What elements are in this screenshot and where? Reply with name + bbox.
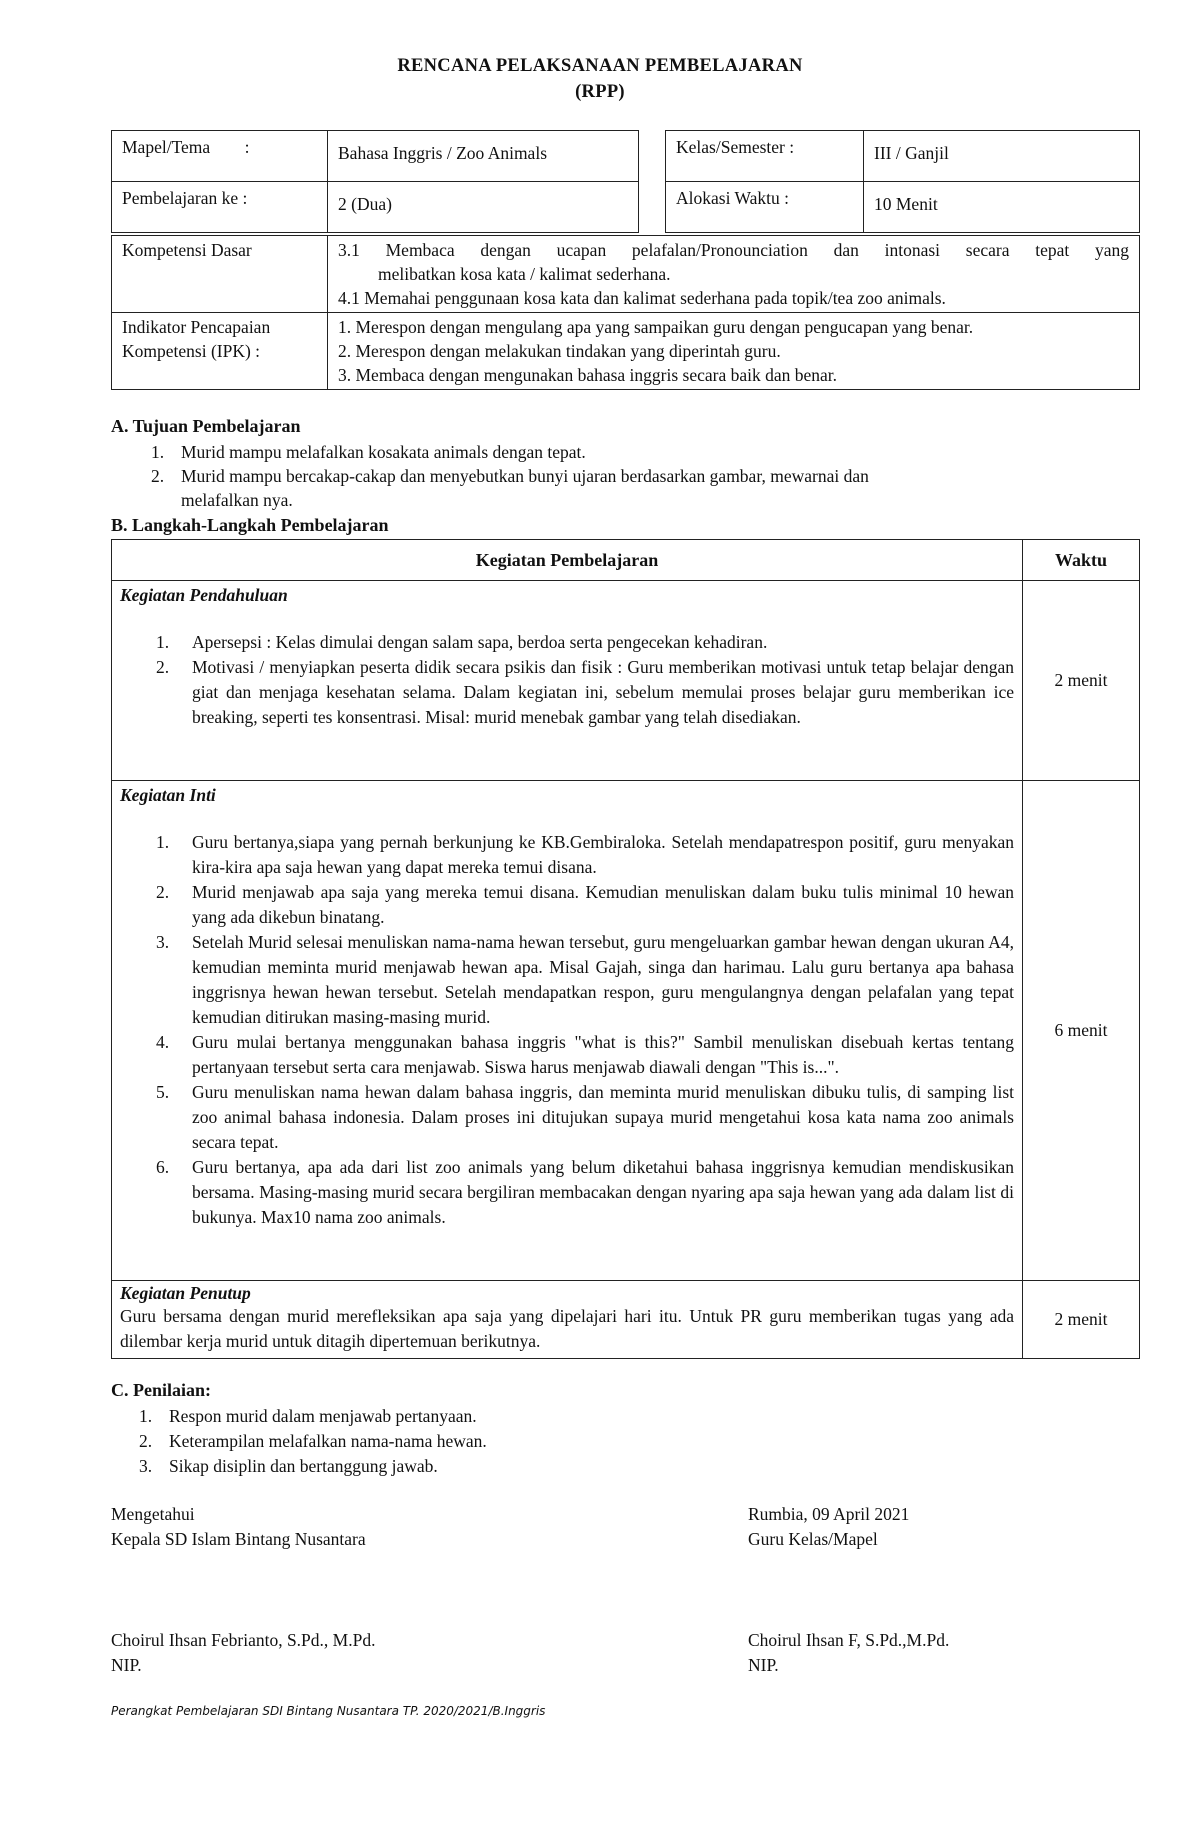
- list-item: [120, 630, 1014, 655]
- penilaian-heading: C. Penilaian:: [111, 1380, 212, 1400]
- signature-left: [111, 1502, 366, 1552]
- item-number: 3.: [156, 932, 170, 952]
- sig-right-name: Choirul Ihsan F, S.Pd.,M.Pd.: [748, 1630, 950, 1650]
- kd-label: Kompetensi Dasar: [112, 236, 328, 313]
- list-item: [111, 1454, 1011, 1479]
- penutup-time: 2 menit: [1023, 1281, 1140, 1359]
- item-text: Apersepsi : Kelas dimulai dengan salam sapa, berdoa serta pengecekan kehadiran.: [192, 632, 768, 652]
- ipk-item-2: 2. Merespon dengan melakukan tindakan yang diperintah guru.: [338, 341, 781, 361]
- sig-right-2: Guru Kelas/Mapel: [748, 1529, 878, 1549]
- list-item: [111, 464, 1140, 488]
- ipk-item-3: 3. Membaca dengan mengunakan bahasa inggris secara baik dan benar.: [338, 365, 838, 385]
- tujuan-list: [111, 440, 1140, 512]
- item-text: Setelah Murid selesai menuliskan nama-nama hewan tersebut, guru mengeluarkan gambar hewan dengan ukuran A4, kemudian meminta murid menjawab hewan apa. Misal Gajah, singa dan harimau. Lalu guru bertanya apa bahasa inggrisnya hewan hewan tersebut. Setelah mendapatkan respon, guru mengulangnya dengan pelafalan yang tepat kemudian ditirukan masing-masing murid.: [192, 932, 1014, 1027]
- mapel-label-cell: [112, 131, 328, 182]
- mapel-colon: :: [244, 137, 250, 157]
- list-item: [120, 830, 1014, 880]
- page-footer: Perangkat Pembelajaran SDI Bintang Nusantara TP. 2020/2021/B.Inggris: [111, 1704, 546, 1718]
- list-item: [111, 488, 1140, 512]
- kelas-value: III / Ganjil: [864, 131, 1140, 182]
- langkah-heading: B. Langkah-Langkah Pembelajaran: [111, 515, 389, 535]
- inti-cell: [112, 781, 1023, 1281]
- col-kegiatan-header: Kegiatan Pembelajaran: [112, 540, 1023, 581]
- pembelajaran-value: 2 (Dua): [328, 182, 639, 233]
- list-item: [120, 880, 1014, 930]
- list-item: [120, 655, 1014, 730]
- inti-list: [120, 830, 1014, 1230]
- sig-left-nip: NIP.: [111, 1655, 142, 1675]
- penutup-cell: [112, 1281, 1023, 1359]
- pembelajaran-label: Pembelajaran ke :: [112, 182, 328, 233]
- mapel-value: Bahasa Inggris / Zoo Animals: [328, 131, 639, 182]
- ipk-label-cell: [112, 313, 328, 390]
- item-text: Guru mulai bertanya menggunakan bahasa inggris "what is this?" Sambil menuliskan disebuah kertas tentang pertanyaan tersebut serta cara menjawab. Siswa harus menjawab diawali dengan "This is...".: [192, 1032, 1014, 1077]
- list-item: [111, 1404, 1011, 1429]
- signature-left-name: [111, 1628, 375, 1678]
- item-text: Guru bertanya, apa ada dari list zoo animals yang belum diketahui bahasa inggrisnya kemudian mendiskusikan bersama. Masing-masing murid secara bergiliran membacakan dengan nyaring apa saja hewan yang ada dalam list di bukunya. Max10 nama zoo animals.: [192, 1157, 1014, 1227]
- item-number: 1.: [156, 832, 170, 852]
- kd-content: [328, 236, 1140, 313]
- item-number: 2.: [139, 1431, 153, 1451]
- item-number: 2.: [156, 657, 170, 677]
- sig-left-name: Choirul Ihsan Febrianto, S.Pd., M.Pd.: [111, 1630, 376, 1650]
- item-text: Keterampilan melafalkan nama-nama hewan.: [169, 1431, 487, 1451]
- mapel-label: Mapel/Tema: [122, 137, 211, 157]
- penutup-text: Guru bersama dengan murid merefleksikan apa saja yang dipelajari hari itu. Untuk PR guru memberikan tugas yang ada dilembar kerja murid untuk ditagih dipertemuan berikutnya.: [120, 1306, 1014, 1351]
- ipk-label-2: Kompetensi (IPK) :: [122, 341, 261, 361]
- list-item: [120, 1030, 1014, 1080]
- sig-left-1: Mengetahui: [111, 1504, 195, 1524]
- item-text: Murid mampu melafalkan kosakata animals dengan tepat.: [181, 442, 586, 462]
- signature-right-name: [748, 1628, 949, 1678]
- item-text: melafalkan nya.: [181, 490, 293, 510]
- item-text: Murid menjawab apa saja yang mereka temui disana. Kemudian menuliskan dalam buku tulis minimal 10 hewan yang ada dikebun binatang.: [192, 882, 1014, 927]
- list-item: [120, 1080, 1014, 1155]
- pendahuluan-cell: [112, 581, 1023, 781]
- item-text: Murid mampu bercakap-cakap dan menyebutkan bunyi ujaran berdasarkan gambar, mewarnai dan: [181, 466, 869, 486]
- tujuan-heading: A. Tujuan Pembelajaran: [111, 416, 301, 436]
- header-right-table: [665, 130, 1140, 233]
- item-number: 5.: [156, 1082, 170, 1102]
- pendahuluan-title: Kegiatan Pendahuluan: [120, 585, 288, 605]
- alokasi-label: Alokasi Waktu :: [666, 182, 864, 233]
- signature-right: [748, 1502, 909, 1552]
- kd-item-1: 3.1 Membaca dengan ucapan pelafalan/Pronounciation dan intonasi secara tepat yang: [338, 240, 1129, 260]
- list-item: [120, 930, 1014, 1030]
- item-number: 4.: [156, 1032, 170, 1052]
- alokasi-value: 10 Menit: [864, 182, 1140, 233]
- ipk-label-1: Indikator Pencapaian: [122, 317, 271, 337]
- item-text: Motivasi / menyiapkan peserta didik secara psikis dan fisik : Guru memberikan motivasi untuk tetap belajar dengan giat dan menjaga kesehatan selama. Dalam kegiatan ini, sebelum memulai proses belajar guru memberikan ice breaking, seperti tes konsentrasi. Misal: murid menebak gambar yang telah disediakan.: [192, 657, 1014, 727]
- doc-title: RENCANA PELAKSANAAN PEMBELAJARAN: [397, 56, 803, 76]
- kd-item-1-cont: melibatkan kosa kata / kalimat sederhana.: [378, 264, 671, 284]
- penilaian-list: [111, 1404, 1011, 1479]
- list-item: [111, 1429, 1011, 1454]
- item-number: 3.: [139, 1456, 153, 1476]
- list-item: [111, 440, 1140, 464]
- pendahuluan-list: [120, 630, 1014, 730]
- item-number: 2.: [151, 466, 165, 486]
- doc-subtitle: (RPP): [575, 82, 625, 102]
- inti-time: 6 menit: [1023, 781, 1140, 1281]
- item-text: Guru bertanya,siapa yang pernah berkunjung ke KB.Gembiraloka. Setelah mendapatrespon positif, guru menyakan kira-kira apa saja hewan yang dapat mereka temui disana.: [192, 832, 1014, 877]
- sig-right-nip: NIP.: [748, 1655, 779, 1675]
- item-number: 1.: [151, 442, 165, 462]
- item-number: 1.: [139, 1406, 153, 1426]
- list-item: [120, 1155, 1014, 1230]
- pendahuluan-time: 2 menit: [1023, 581, 1140, 781]
- item-text: Guru menuliskan nama hewan dalam bahasa inggris, dan meminta murid menuliskan dibuku tulis, di samping list zoo animal bahasa indonesia. Dalam proses ini ditujukan supaya murid mengetahui kosa kata nama zoo animals secara tepat.: [192, 1082, 1014, 1152]
- sig-right-1: Rumbia, 09 April 2021: [748, 1504, 910, 1524]
- item-number: 2.: [156, 882, 170, 902]
- col-waktu-header: Waktu: [1023, 540, 1140, 581]
- ipk-content: [328, 313, 1140, 390]
- item-number: 6.: [156, 1157, 170, 1177]
- kd-item-2: 4.1 Memahai penggunaan kosa kata dan kalimat sederhana pada topik/tea zoo animals.: [338, 288, 946, 308]
- langkah-table: [111, 539, 1140, 1359]
- item-number: 1.: [156, 632, 170, 652]
- item-text: Respon murid dalam menjawab pertanyaan.: [169, 1406, 477, 1426]
- inti-title: Kegiatan Inti: [120, 785, 216, 805]
- ipk-item-1: 1. Merespon dengan mengulang apa yang sampaikan guru dengan pengucapan yang benar.: [338, 317, 974, 337]
- item-text: Sikap disiplin dan bertanggung jawab.: [169, 1456, 438, 1476]
- penutup-title: Kegiatan Penutup: [120, 1283, 251, 1303]
- kelas-label: Kelas/Semester :: [666, 131, 864, 182]
- sig-left-2: Kepala SD Islam Bintang Nusantara: [111, 1529, 366, 1549]
- kompetensi-table: [111, 235, 1140, 390]
- header-left-table: [111, 130, 639, 233]
